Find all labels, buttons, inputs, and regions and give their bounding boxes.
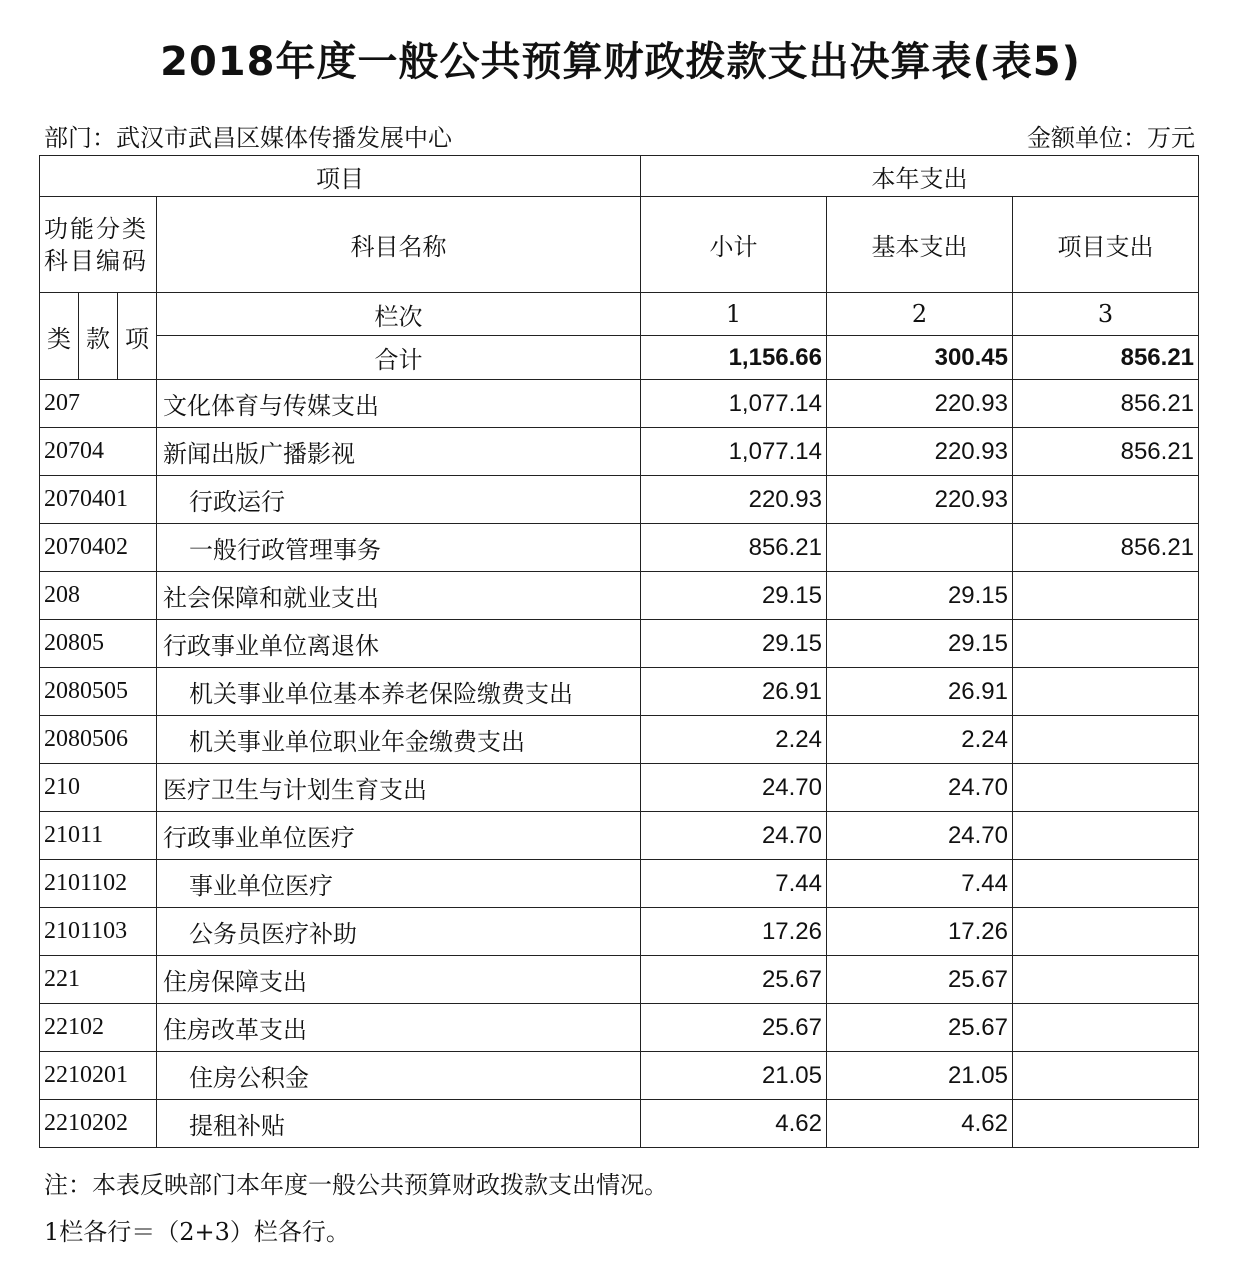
row-project [1013,716,1199,764]
row-basic: 29.15 [827,572,1013,620]
row-basic: 220.93 [827,428,1013,476]
row-project [1013,908,1199,956]
row-project [1013,1004,1199,1052]
row-basic: 29.15 [827,620,1013,668]
row-subtotal: 24.70 [641,812,827,860]
row-subject-name: 住房保障支出 [157,956,641,1004]
row-code: 20704 [40,428,157,476]
row-subject-name: 行政事业单位医疗 [157,812,641,860]
row-basic [827,524,1013,572]
row-subtotal: 24.70 [641,764,827,812]
row-subtotal: 25.67 [641,956,827,1004]
total-basic: 300.45 [827,336,1013,380]
total-project: 856.21 [1013,336,1199,380]
header-basic: 基本支出 [827,197,1013,293]
row-subtotal: 4.62 [641,1100,827,1148]
unit-label: 金额单位：万元 [1027,124,1195,152]
total-label: 合计 [157,336,641,380]
row-subtotal: 220.93 [641,476,827,524]
department-label: 部门：武汉市武昌区媒体传播发展中心 [44,124,452,152]
row-project [1013,1100,1199,1148]
row-code: 2080506 [40,716,157,764]
note-line-2: 1栏各行＝（2+3）栏各行。 [44,1218,350,1246]
row-project [1013,764,1199,812]
row-code: 207 [40,380,157,428]
table-row [40,1004,1199,1052]
row-code: 2210202 [40,1100,157,1148]
row-project [1013,1052,1199,1100]
header-row-column-no [40,293,1199,336]
header-col3: 3 [1013,293,1199,336]
row-code: 21011 [40,812,157,860]
note-line-1: 注：本表反映部门本年度一般公共预算财政拨款支出情况。 [44,1171,668,1199]
row-subject-name: 住房改革支出 [157,1004,641,1052]
table-row [40,572,1199,620]
row-subtotal: 1,077.14 [641,428,827,476]
header-col2: 2 [827,293,1013,336]
table-row [40,620,1199,668]
row-code: 22102 [40,1004,157,1052]
row-code: 2070402 [40,524,157,572]
row-subtotal: 856.21 [641,524,827,572]
row-code: 2070401 [40,476,157,524]
budget-table [39,155,1199,1148]
row-code: 210 [40,764,157,812]
total-subtotal: 1,156.66 [641,336,827,380]
table-row [40,764,1199,812]
row-project [1013,668,1199,716]
header-subject-name: 科目名称 [157,197,641,293]
table-row [40,428,1199,476]
header-subtotal: 小计 [641,197,827,293]
row-subject-name: 机关事业单位基本养老保险缴费支出 [157,668,641,716]
table-row [40,860,1199,908]
row-project: 856.21 [1013,428,1199,476]
header-kuan: 款 [79,293,118,380]
header-row-mid [40,197,1199,293]
table-row [40,716,1199,764]
row-code: 2080505 [40,668,157,716]
row-basic: 2.24 [827,716,1013,764]
page-title: 2018年度一般公共预算财政拨款支出决算表(表5) [160,39,1081,85]
row-subtotal: 25.67 [641,1004,827,1052]
row-subject-name: 机关事业单位职业年金缴费支出 [157,716,641,764]
table-row [40,524,1199,572]
row-project [1013,812,1199,860]
row-basic: 24.70 [827,764,1013,812]
table-row [40,812,1199,860]
row-subtotal: 29.15 [641,620,827,668]
row-subject-name: 医疗卫生与计划生育支出 [157,764,641,812]
table-row [40,1100,1199,1148]
row-basic: 17.26 [827,908,1013,956]
row-code: 208 [40,572,157,620]
header-lei: 类 [40,293,79,380]
table-row [40,668,1199,716]
row-basic: 220.93 [827,380,1013,428]
header-func-code: 功能分类科目编码 [40,197,157,293]
row-code: 2101102 [40,860,157,908]
row-project [1013,956,1199,1004]
row-project: 856.21 [1013,524,1199,572]
row-basic: 26.91 [827,668,1013,716]
row-subtotal: 7.44 [641,860,827,908]
row-subtotal: 26.91 [641,668,827,716]
row-project [1013,860,1199,908]
table-row [40,956,1199,1004]
row-code: 2210201 [40,1052,157,1100]
row-project [1013,620,1199,668]
row-basic: 21.05 [827,1052,1013,1100]
header-project: 项目 [40,156,641,197]
row-subject-name: 公务员医疗补助 [157,908,641,956]
row-basic: 24.70 [827,812,1013,860]
table-row [40,1052,1199,1100]
row-subtotal: 17.26 [641,908,827,956]
header-column-no: 栏次 [157,293,641,336]
row-subject-name: 文化体育与传媒支出 [157,380,641,428]
row-subtotal: 1,077.14 [641,380,827,428]
row-basic: 7.44 [827,860,1013,908]
row-subtotal: 21.05 [641,1052,827,1100]
row-basic: 25.67 [827,1004,1013,1052]
row-basic: 220.93 [827,476,1013,524]
row-subject-name: 新闻出版广播影视 [157,428,641,476]
row-code: 20805 [40,620,157,668]
row-basic: 4.62 [827,1100,1013,1148]
row-code: 2101103 [40,908,157,956]
row-subject-name: 提租补贴 [157,1100,641,1148]
row-project: 856.21 [1013,380,1199,428]
row-subject-name: 行政事业单位离退休 [157,620,641,668]
table-row [40,476,1199,524]
row-subtotal: 2.24 [641,716,827,764]
header-project-expense: 项目支出 [1013,197,1199,293]
header-xiang: 项 [118,293,157,380]
header-current-year-expense: 本年支出 [641,156,1199,197]
total-row [40,336,1199,380]
row-project [1013,572,1199,620]
row-code: 221 [40,956,157,1004]
row-subtotal: 29.15 [641,572,827,620]
row-subject-name: 事业单位医疗 [157,860,641,908]
row-subject-name: 行政运行 [157,476,641,524]
row-project [1013,476,1199,524]
row-basic: 25.67 [827,956,1013,1004]
table-row [40,380,1199,428]
row-subject-name: 社会保障和就业支出 [157,572,641,620]
header-col1: 1 [641,293,827,336]
table-row [40,908,1199,956]
header-row-top [40,156,1199,197]
row-subject-name: 住房公积金 [157,1052,641,1100]
row-subject-name: 一般行政管理事务 [157,524,641,572]
